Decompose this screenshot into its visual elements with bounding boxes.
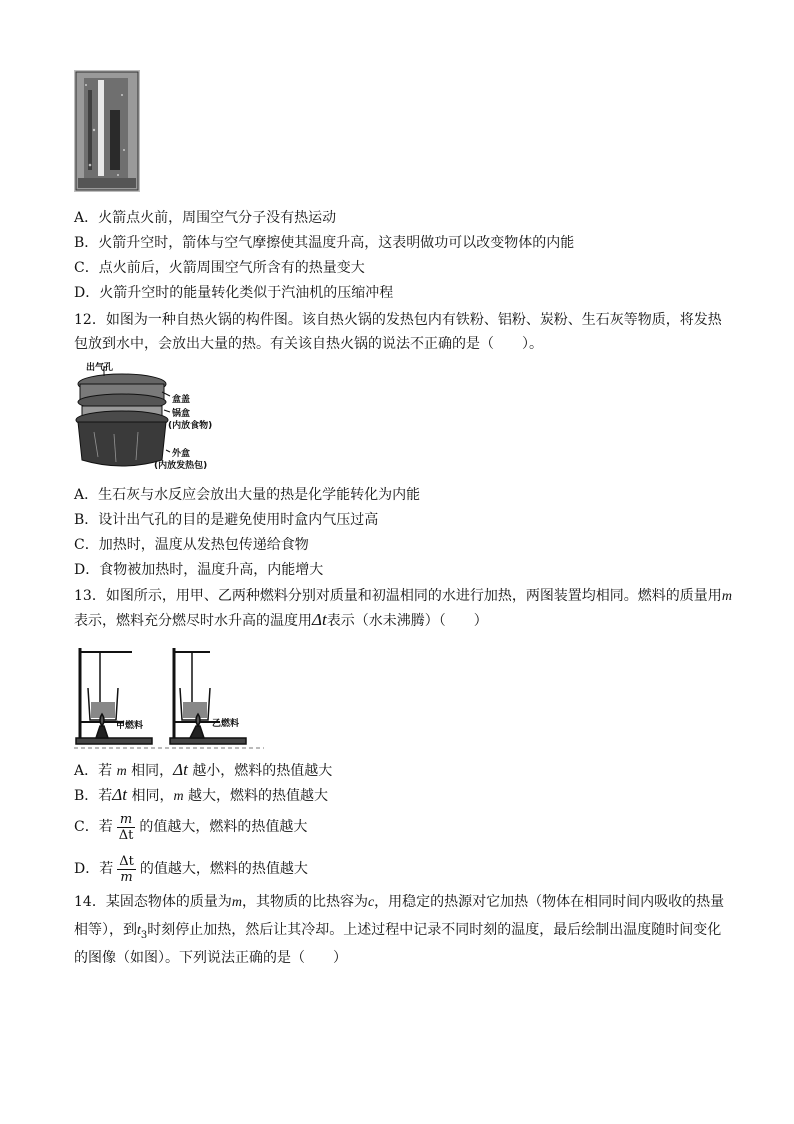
q14-text: 14．某固态物体的质量为 — [74, 894, 232, 910]
q12-option-b: B．设计出气孔的目的是避免使用时盒内气压过高 — [74, 512, 379, 528]
var-t: t — [137, 923, 141, 938]
q14-stem-line2 — [74, 920, 721, 946]
q13-option-d — [74, 852, 308, 886]
var-delta-t: Δt — [173, 760, 188, 779]
q13-stem-line1 — [74, 586, 732, 607]
var-m: m — [231, 895, 242, 910]
fuel-heating-apparatus-figure — [74, 638, 264, 750]
q11-option-a: A．火箭点火前，周围空气分子没有热运动 — [74, 210, 337, 226]
fraction-numerator: m — [117, 812, 136, 828]
label-lid: 盒盖 — [172, 395, 191, 405]
label-inner-box: 锅盒 — [172, 409, 191, 419]
q14-stem-line1 — [74, 892, 724, 913]
label-fuel-a: 甲燃料 — [116, 721, 144, 731]
label-inner-note: (内放食物) — [168, 421, 213, 431]
var-delta-t: Δt — [312, 610, 327, 629]
q14-text: ，其物质的比热容为 — [241, 894, 368, 910]
var-m: m — [173, 789, 184, 804]
opt-text: 相同， — [131, 763, 174, 779]
q14-stem-line3: 的图像（如图）。下列说法正确的是（ ） — [74, 950, 347, 966]
opt-text: 越小，燃料的热值越大 — [192, 763, 333, 779]
fraction-numerator: Δt — [119, 853, 134, 869]
q13-stem-line2 — [74, 610, 488, 631]
opt-text: C．若 — [74, 819, 113, 835]
var-delta-t: Δt — [112, 785, 127, 804]
q12-option-d: D．食物被加热时，温度升高，内能增大 — [74, 562, 324, 578]
opt-text: D．若 — [74, 861, 114, 877]
q11-option-d: D．火箭升空时的能量转化类似于汽油机的压缩冲程 — [74, 285, 394, 301]
q14-text: ，用稳定的热源对它加热（物体在相同时间内吸收的热量 — [374, 894, 725, 910]
opt-text: A．若 — [74, 763, 113, 779]
q13-stem-text3: 表示（水未沸腾）（ ） — [326, 613, 488, 629]
q11-option-c: C．点火前后，火箭周围空气所含有的热量变大 — [74, 260, 365, 276]
rocket-photo — [74, 70, 140, 192]
label-fuel-b: 乙燃料 — [212, 719, 240, 729]
fraction-dt-over-m — [117, 854, 136, 885]
fraction-denominator: Δt — [118, 827, 134, 843]
apparatus-b — [170, 648, 246, 744]
q13-option-a — [74, 760, 332, 782]
q14-text: 相等），到 — [74, 922, 137, 938]
q13-stem-text: 13．如图所示，用甲、乙两种燃料分别对质量和初温相同的水进行加热，两图装置均相同。燃料的质量用 — [74, 588, 722, 604]
opt-text: B．若 — [74, 788, 113, 804]
opt-text: 相同， — [131, 788, 174, 804]
var-m: m — [721, 589, 732, 604]
q14-text: 时刻停止加热，然后让其冷却。上述过程中记录不同时刻的温度，最后绘制出温度随时间变化 — [147, 922, 722, 938]
subscript-3: 3 — [140, 929, 148, 941]
q12-stem-line1: 12．如图为一种自热火锅的构件图。该自热火锅的发热包内有铁粉、铝粉、炭粉、生石灰等物质，将发热 — [74, 312, 722, 328]
self-heating-hotpot-figure — [74, 362, 224, 472]
label-outer-note: (内放发热包) — [154, 461, 208, 471]
q12-option-c: C．加热时，温度从发热包传递给食物 — [74, 537, 309, 553]
var-c: c — [367, 895, 375, 910]
fraction-m-over-dt — [117, 812, 136, 843]
q12-stem-line2: 包放到水中，会放出大量的热。有关该自热火锅的说法不正确的是（ ）。 — [74, 336, 543, 352]
q13-option-c — [74, 810, 307, 844]
var-m: m — [116, 764, 127, 779]
opt-text: 的值越大，燃料的热值越大 — [139, 819, 308, 835]
q12-option-a: A．生石灰与水反应会放出大量的热是化学能转化为内能 — [74, 487, 421, 503]
q13-stem-text2: 表示，燃料充分燃尽时水升高的温度用 — [74, 613, 312, 629]
label-vent: 出气孔 — [86, 363, 114, 373]
q11-option-b: B．火箭升空时，箭体与空气摩擦使其温度升高，这表明做功可以改变物体的内能 — [74, 235, 575, 251]
opt-text: 越大，燃料的热值越大 — [188, 788, 329, 804]
opt-text: 的值越大，燃料的热值越大 — [139, 861, 308, 877]
q13-option-b — [74, 785, 328, 807]
fraction-denominator: m — [120, 869, 133, 885]
label-outer-box: 外盒 — [172, 449, 191, 459]
